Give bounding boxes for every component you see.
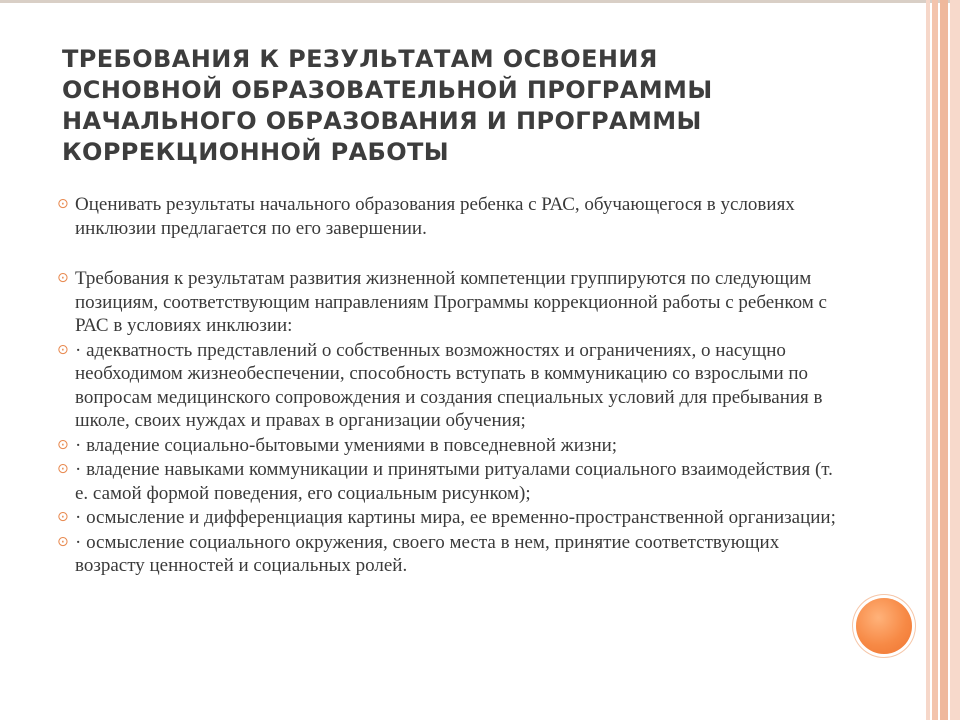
decorative-stripes <box>920 0 960 720</box>
list-item-text: · владение социально-бытовыми умениями в повседневной жизни; <box>75 434 618 456</box>
stripe <box>926 0 930 720</box>
list-item <box>57 434 837 458</box>
slide-title: ТРЕБОВАНИЯ К РЕЗУЛЬТАТАМ ОСВОЕНИЯ ОСНОВНОЙ ОБРАЗОВАТЕЛЬНОЙ ПРОГРАММЫ НАЧАЛЬНОГО ОБРАЗОВАНИЯ И ПРОГРАММЫ КОРРЕКЦИОННОЙ РАБОТЫ <box>62 45 713 166</box>
bullet-icon: ⊙ <box>57 509 69 525</box>
bullet-icon: ⊙ <box>57 341 69 358</box>
list-item <box>57 458 837 505</box>
list-item <box>57 267 837 338</box>
list-item-text: · осмысление и дифференциация картины мира, ее временно-пространственной организации; <box>75 507 836 528</box>
list-item-text: Требования к результатам развития жизненной компетенции группируются по следующим позициям, соответствующим направлениям Программы коррекционной работы с ребенком с РАС в условиях инклюзии: <box>75 268 827 336</box>
top-border <box>0 0 960 3</box>
list-item-text: · владение навыками коммуникации и принятыми ритуалами социального взаимодействия (т. е. самой формой поведения, его социальным рисунком); <box>75 459 833 504</box>
bullet-icon: ⊙ <box>57 196 69 212</box>
decorative-circle-icon <box>856 598 912 654</box>
list-item <box>57 193 837 240</box>
stripe <box>940 0 948 720</box>
list-item <box>57 531 837 578</box>
bullet-icon: ⊙ <box>57 436 69 453</box>
stripe <box>932 0 938 720</box>
list-item <box>57 506 837 530</box>
bullet-icon: ⊙ <box>57 533 69 550</box>
slide-body <box>57 193 837 578</box>
list-item-text: Оценивать результаты начального образования ребенка с РАС, обучающегося в условиях инклюзии предлагается по его завершении. <box>75 194 795 239</box>
stripe <box>950 0 960 720</box>
list-item-text: · адекватность представлений о собственных возможностях и ограничениях, о насущно необходимом жизнеобеспечении, способность вступать в коммуникацию со взрослыми по вопросам медицинского сопровождения и создания специальных условий для пребывания в школе, своих нуждах и правах в организации обучения; <box>75 339 823 431</box>
list-item <box>57 339 837 433</box>
bullet-icon: ⊙ <box>57 461 69 477</box>
bullet-icon: ⊙ <box>57 270 69 286</box>
list-item-text: · осмысление социального окружения, своего места в нем, принятие соответствующих возрасту ценностей и социальных ролей. <box>75 531 780 576</box>
